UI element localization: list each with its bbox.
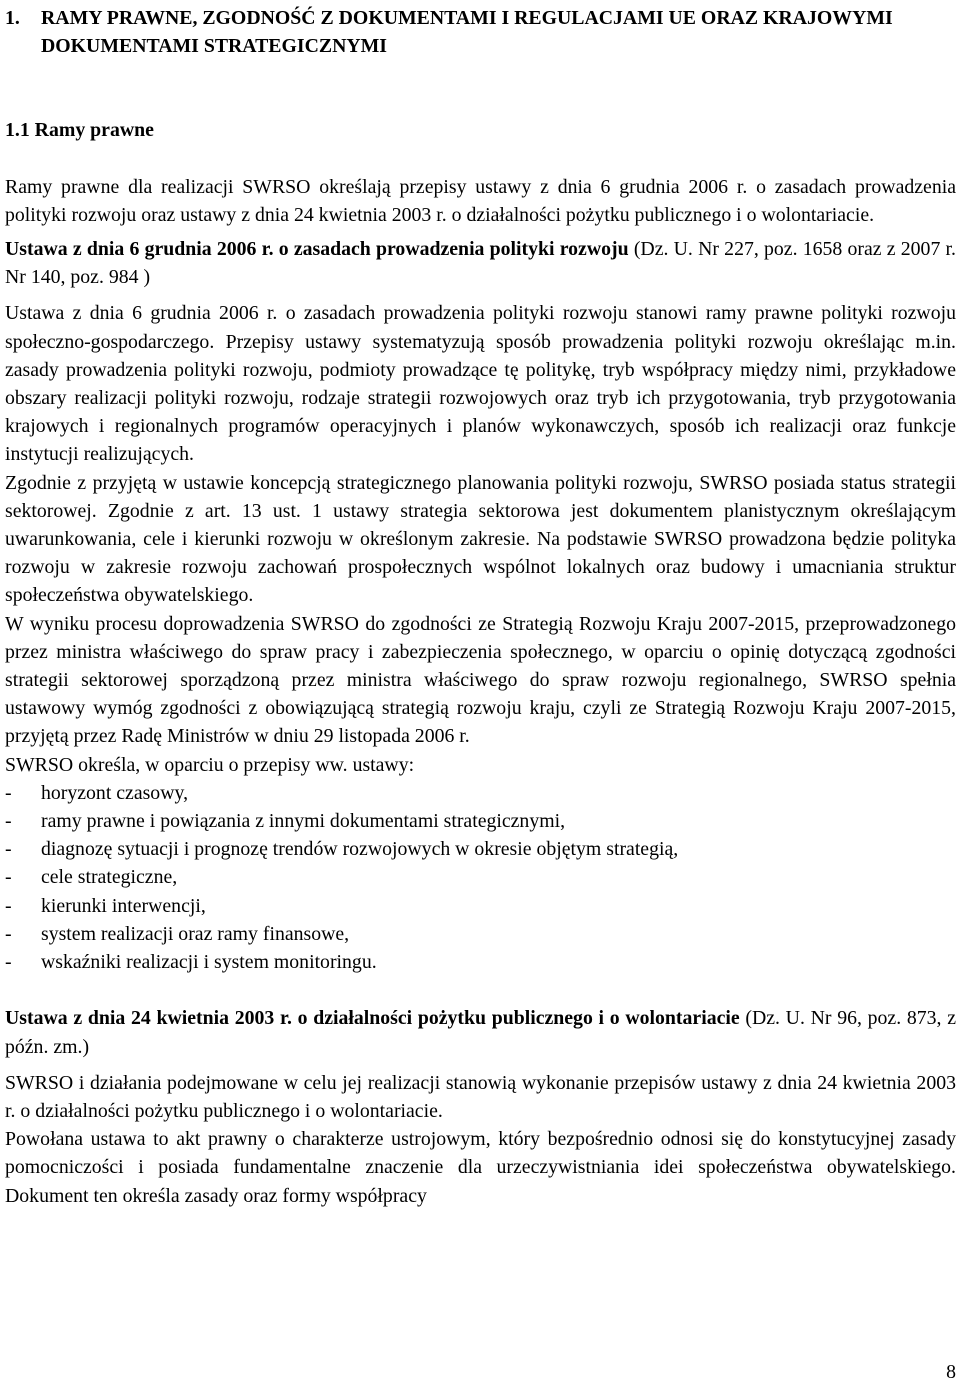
intro-paragraph: Ramy prawne dla realizacji SWRSO określają przepisy ustawy z dnia 6 grudnia 2006 r. o zasadach prowadzenia polityki rozwoju oraz ustawy z dnia 24 kwietnia 2003 r. o działalności pożytku publicznego i o wolontariacie.	[5, 175, 956, 226]
act2-title	[5, 1004, 956, 1060]
act2-paragraph-1: SWRSO i działania podejmowane w celu jej realizacji stanowią wykonanie przepisów ustawy z dnia 24 kwietnia 2003 r. o działalności pożytku publicznego i o wolontariacie.	[5, 1071, 956, 1122]
list-item	[5, 863, 956, 891]
page-number: 8	[946, 1361, 956, 1383]
list-dash: -	[5, 951, 12, 974]
list-dash: -	[5, 922, 12, 945]
chapter-title: RAMY PRAWNE, ZGODNOŚĆ Z DOKUMENTAMI I REGULACJAMI UE ORAZ KRAJOWYMI DOKUMENTAMI STRATEGICZNYMI	[41, 7, 893, 58]
act1-paragraph-1: Ustawa z dnia 6 grudnia 2006 r. o zasadach prowadzenia polityki rozwoju stanowi ramy prawne polityki rozwoju społeczno-gospodarczego. Przepisy ustawy systematyzują sposób prowadzenia polityki rozwoju określając m.in. zasady prowadzenia polityki rozwoju, podmioty prowadzące tę politykę, tryb współpracy między nimi, przykładowe obszary realizacji polityki rozwoju, rodzaje strategii rozwojowych oraz tryb ich przygotowania, tryb przygotowania krajowych i regionalnych programów operacyjnych i planów wykonawczych, sposób ich realizacji oraz funkcje instytucji realizujących.	[5, 302, 956, 466]
list-dash: -	[5, 810, 12, 833]
list-item-text: kierunki interwencji,	[41, 894, 206, 917]
chapter-number: 1.	[5, 7, 20, 29]
list-dash: -	[5, 838, 12, 861]
list-item-text: ramy prawne i powiązania z innymi dokumentami strategicznymi,	[41, 810, 566, 833]
list-item-text: system realizacji oraz ramy finansowe,	[41, 922, 350, 945]
act1-title-bold: Ustawa z dnia 6 grudnia 2006 r. o zasadach prowadzenia polityki rozwoju	[5, 238, 629, 261]
list-item	[5, 835, 956, 863]
act1-title	[5, 235, 956, 291]
list-item	[5, 892, 956, 920]
list-dash: -	[5, 894, 12, 917]
act1-list	[5, 779, 956, 976]
section-title: 1.1 Ramy prawne	[5, 119, 154, 142]
act1-list-intro: SWRSO określa, w oparciu o przepisy ww. ustawy:	[5, 753, 415, 776]
act2-paragraph-2: Powołana ustawa to akt prawny o charakterze ustrojowym, który bezpośrednio odnosi się do konstytucyjnej zasady pomocniczości i posiada fundamentalne znaczenie dla urzeczywistniania idei społeczeństwa obywatelskiego. Dokument ten określa zasady oraz formy współpracy	[5, 1128, 956, 1207]
list-item-text: horyzont czasowy,	[41, 781, 189, 804]
list-item-text: wskaźniki realizacji i system monitoringu.	[41, 951, 377, 974]
act1-title-reference: (Dz. U. Nr 227, poz. 1658 oraz z 2007 r. Nr 140, poz. 984 )	[5, 238, 956, 289]
act2-title-bold: Ustawa z dnia 24 kwietnia 2003 r. o działalności pożytku publicznego i o wolontariacie	[5, 1007, 740, 1030]
act1-paragraph-2: Zgodnie z przyjętą w ustawie koncepcją strategicznego planowania polityki rozwoju, SWRSO posiada status strategii sektorowej. Zgodnie z art. 13 ust. 1 ustawy strategia sektorowa jest dokumentem planistycznym określającym uwarunkowania, cele i kierunki rozwoju w określonym zakresie. Na podstawie SWRSO prowadzona będzie polityka rozwoju w zakresie rozwoju zachowań prospołecznych wspólnot lokalnych oraz budowy i umacniania struktur społeczeństwa obywatelskiego.	[5, 471, 956, 607]
document-page	[5, 4, 956, 1210]
list-dash: -	[5, 866, 12, 889]
list-item	[5, 779, 956, 807]
list-item	[5, 920, 956, 948]
list-item	[5, 807, 956, 835]
list-item	[5, 948, 956, 976]
list-item-text: cele strategiczne,	[41, 866, 178, 889]
act1-paragraph-3: W wyniku procesu doprowadzenia SWRSO do zgodności ze Strategią Rozwoju Kraju 2007-2015, przeprowadzonego przez ministra właściwego do spraw pracy i zabezpieczenia społecznego, w oparciu o opinię dotyczącą zgodności strategii sektorowej sporządzoną przez ministra właściwego do spraw rozwoju regionalnego, SWRSO spełnia ustawowy wymóg zgodności z obowiązującą strategią rozwoju kraju, czyli ze Strategią Rozwoju Kraju 2007-2015, przyjętą przez Radę Ministrów w dniu 29 listopada 2006 r.	[5, 612, 956, 748]
act2-title-reference: (Dz. U. Nr 96, poz. 873, z późn. zm.)	[5, 1007, 956, 1058]
list-dash: -	[5, 781, 12, 804]
chapter-heading	[5, 4, 956, 60]
list-item-text: diagnozę sytuacji i prognozę trendów rozwojowych w okresie objętym strategią,	[41, 838, 679, 861]
